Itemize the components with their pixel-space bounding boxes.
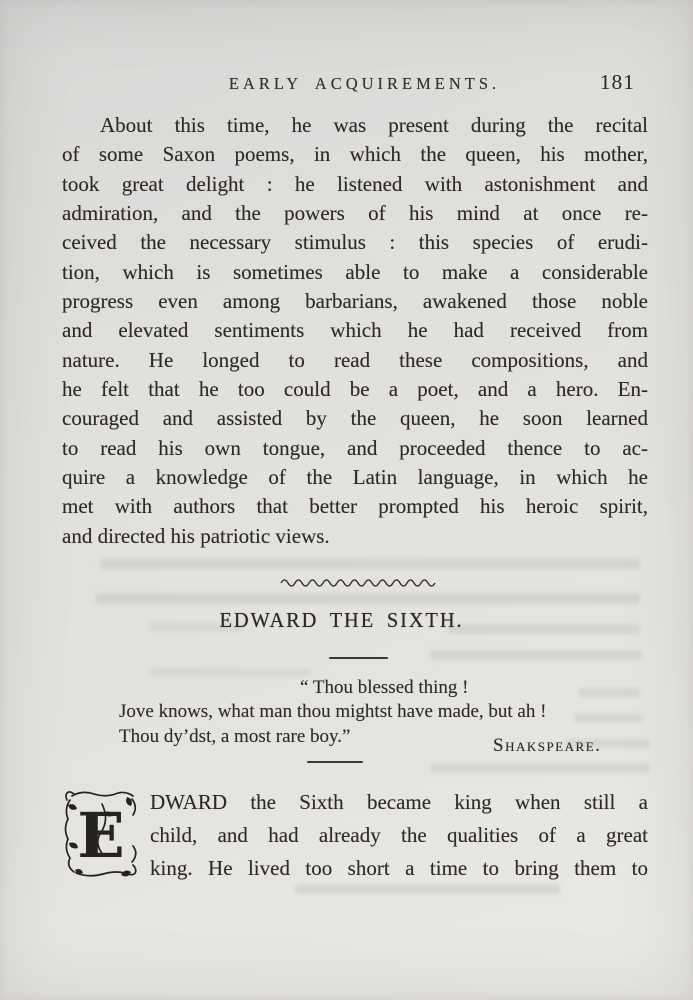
page-number: 181 [599,70,635,94]
text-line: and elevated sentiments which he had received from [62,318,648,343]
text-line: of some Saxon poems, in which the queen, his mother, [62,142,648,167]
heading-rule [329,657,388,659]
showthrough-artifact [95,593,640,604]
text-line: progress even among barbarians, awakened those noble [62,289,648,314]
text-line: About this time, he was present during the recital [100,113,648,137]
text-line: to read his own tongue, and proceeded thence to ac- [62,435,648,460]
text-line: ceived the necessary stimulus : this species of erudi- [62,230,648,255]
epigraph-line: Jove knows, what man thou mightst have made, but ah ! [119,701,547,723]
text-line: quire a knowledge of the Latin language, in which he [62,465,648,490]
epigraph-line: Thou dy’dst, a most rare boy.” [119,725,351,747]
showthrough-artifact [578,688,640,697]
text-line: DWARD the Sixth became king when still a [150,790,648,814]
showthrough-artifact [430,763,650,773]
paragraph-edward-opening [62,786,648,886]
epigraph-attribution: Shakspeare. [493,735,602,756]
text-line: child, and had already the qualities of a great [150,823,648,848]
text-line: and directed his patriotic views. [62,523,330,548]
text-line: couraged and assisted by the queen, he soon learned [62,406,648,431]
text-line: admiration, and the powers of his mind at once re- [62,201,648,226]
wavy-divider-ornament [280,577,438,587]
running-title: EARLY ACQUIREMENTS. [228,74,501,93]
epigraph-rule [307,761,363,763]
section-heading: EDWARD THE SIXTH. [219,608,464,632]
showthrough-artifact [100,558,640,569]
showthrough-artifact [430,650,642,660]
page-header [0,70,693,98]
text-line: took great delight : he listened with astonishment and [62,171,648,196]
text-line: met with authors that better prompted his heroic spirit, [62,494,648,519]
dropcap-letter: E [77,799,125,872]
paragraph-early-acquirements [62,111,648,551]
text-line: king. He lived too short a time to bring them to [150,856,648,881]
epigraph-line: “ Thou blessed thing ! [300,677,469,698]
showthrough-artifact [574,713,644,722]
text-line: nature. He longed to read these compositions, and [62,347,648,372]
text-line: tion, which is sometimes able to make a considerable [62,259,648,284]
text-line: he felt that he too could be a poet, and a hero. En- [62,377,648,402]
ornate-dropcap-initial [62,788,140,877]
